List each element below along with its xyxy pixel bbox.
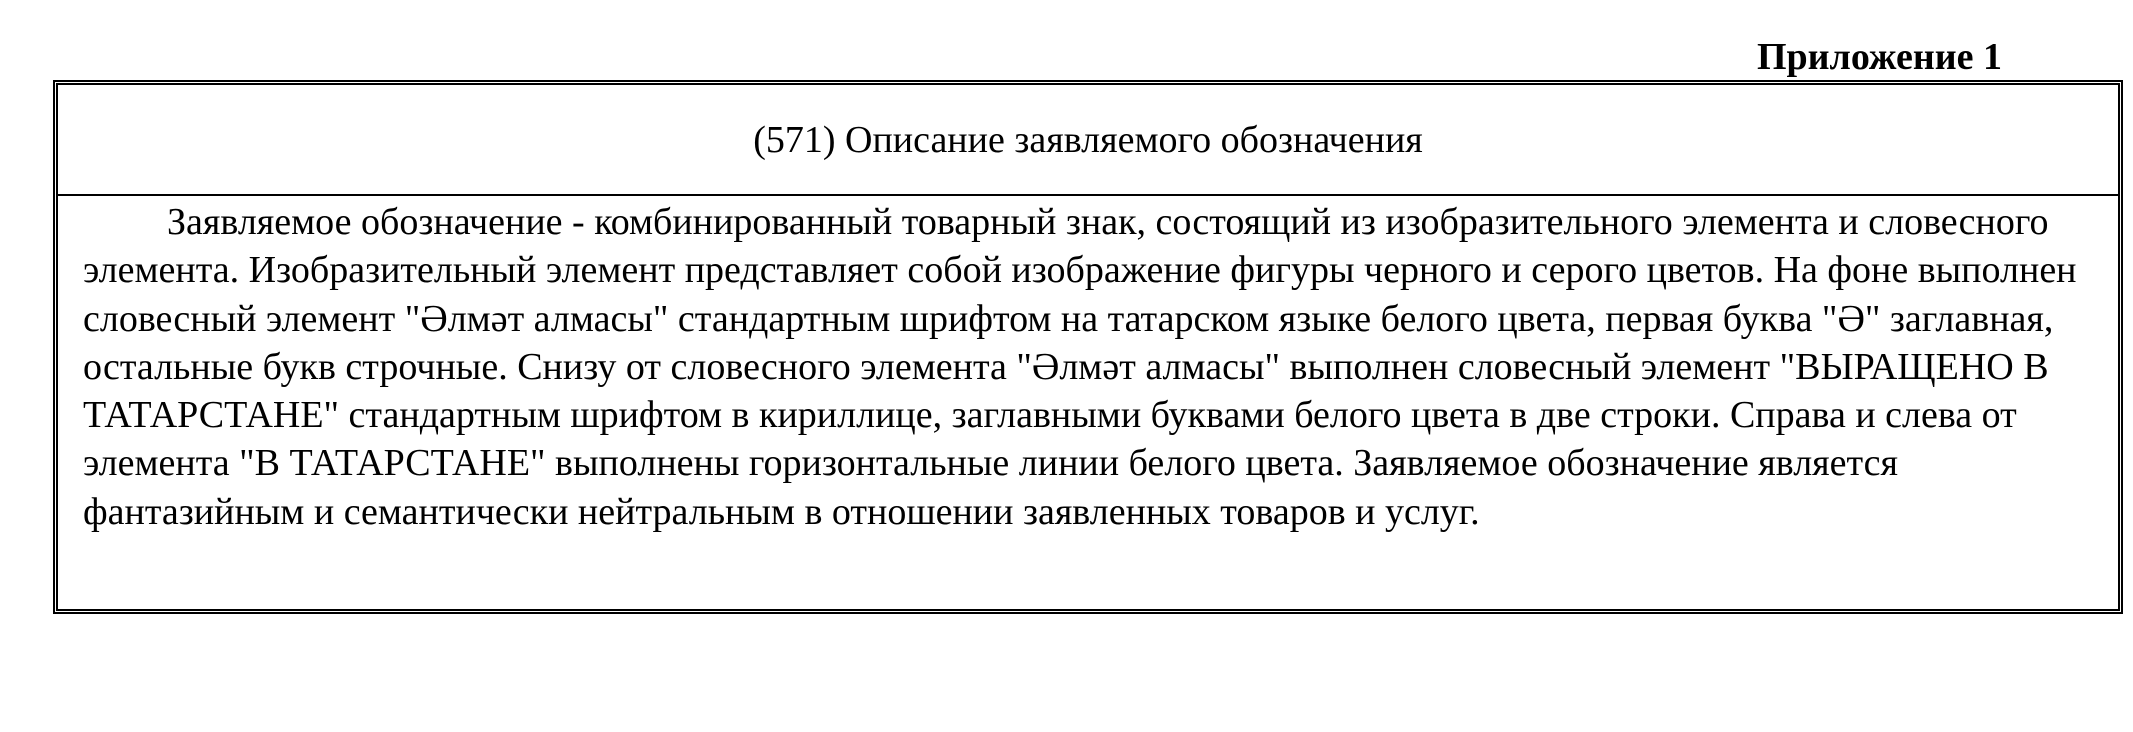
description-line: нейтральным в отношении заявленных товаров и услуг. bbox=[577, 490, 1480, 533]
table-body bbox=[58, 196, 2118, 536]
description-line: заглавными буквами белого цвета в две строки. Справа и слева от элемента "В ТАТАРСТАНЕ" выполнены bbox=[83, 394, 2017, 485]
description-line: белого цвета, первая буква "Ә" заглавная, остальные букв строчные. Снизу от словесного элемента "Әлмәт bbox=[83, 297, 2054, 388]
appendix-label: Приложение 1 bbox=[1756, 36, 2002, 78]
table-header-title: (571) Описание заявляемого обозначения bbox=[753, 118, 1423, 161]
description-line: горизонтальные линии белого цвета. Заявляемое обозначение является фантазийным и семантически bbox=[83, 442, 1898, 533]
description-paragraph bbox=[83, 198, 2094, 536]
description-line: Заявляемое обозначение - комбинированный товарный знак, состоящий из изобразительного элемента и bbox=[167, 201, 1859, 243]
description-line: цветов. На фоне выполнен словесный элемент "Әлмәт алмасы" стандартным шрифтом на татарском языке bbox=[83, 249, 2077, 340]
table-header bbox=[58, 85, 2118, 196]
description-line: алмасы" выполнен словесный элемент "ВЫРАЩЕНО В ТАТАРСТАНЕ" стандартным шрифтом в кириллице, bbox=[83, 345, 2049, 437]
description-line: словесного элемента. Изобразительный элемент представляет собой изображение фигуры черного и серого bbox=[83, 201, 2049, 292]
description-table bbox=[53, 80, 2123, 614]
